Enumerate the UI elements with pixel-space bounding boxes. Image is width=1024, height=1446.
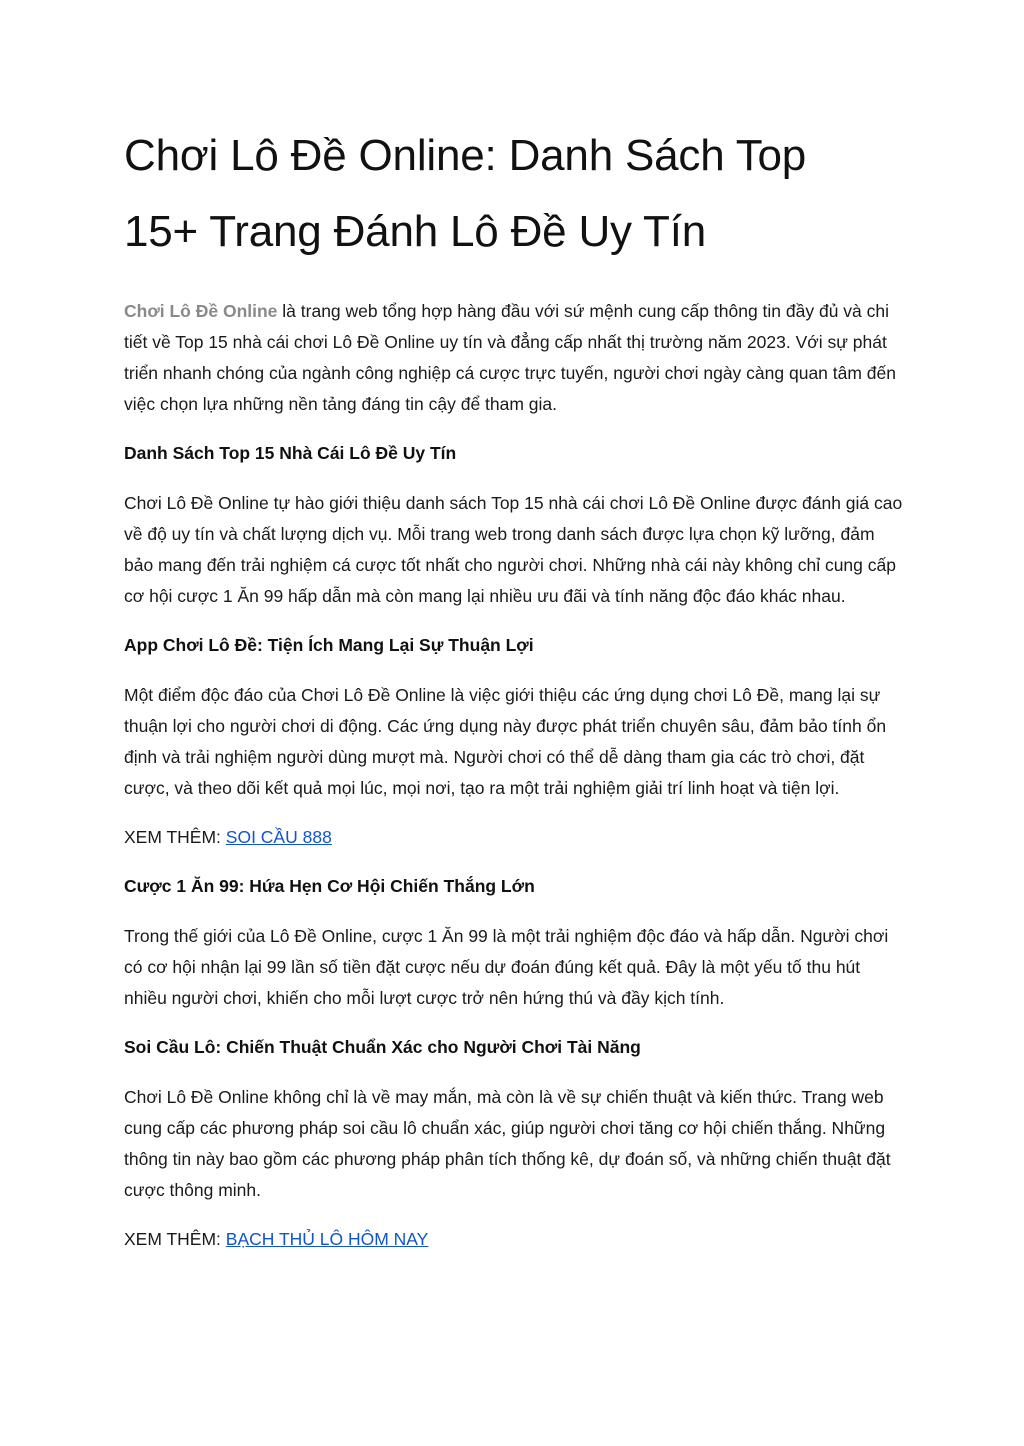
document-page	[124, 118, 904, 1255]
soi-cau-888-link[interactable]: SOI CẦU 888	[225, 827, 332, 847]
section-heading-app: App Chơi Lô Đề: Tiện Ích Mang Lại Sự Thuận Lợi	[124, 635, 534, 655]
section-heading-soi-cau-lo: Soi Cầu Lô: Chiến Thuật Chuẩn Xác cho Người Chơi Tài Năng	[124, 1037, 641, 1057]
page-title-line-2: 15+ Trang Đánh Lô Đề Uy Tín	[124, 207, 707, 256]
intro-body-text: là trang web tổng hợp hàng đầu với sứ mệnh cung cấp thông tin đầy đủ và chi tiết về Top 15 nhà cái chơi Lô Đề Online uy tín và đẳng cấp nhất thị trường năm 2023. Với sự phát triển nhanh chóng của ngành công nghiệp cá cược trực tuyến, người chơi ngày càng quan tâm đến việc chọn lựa những nền tảng đáng tin cậy để tham gia.	[124, 301, 897, 414]
section-paragraph-cuoc-1-an-99: Trong thế giới của Lô Đề Online, cược 1 Ăn 99 là một trải nghiệm độc đáo và hấp dẫn. Người chơi có cơ hội nhận lại 99 lần số tiền đặt cược nếu dự đoán đúng kết quả. Đây là một yếu tố thu hút nhiều người chơi, khiến cho mỗi lượt cược trở nên hứng thú và đầy kịch tính.	[124, 926, 889, 1008]
page-title-line-1: Chơi Lô Đề Online: Danh Sách Top	[124, 131, 807, 180]
section-paragraph-app: Một điểm độc đáo của Chơi Lô Đề Online là việc giới thiệu các ứng dụng chơi Lô Đề, mang lại sự thuận lợi cho người chơi di động. Các ứng dụng này được phát triển chuyên sâu, đảm bảo tính ổn định và trải nghiệm người dùng mượt mà. Người chơi có thể dễ dàng tham gia các trò chơi, đặt cược, và theo dõi kết quả mọi lúc, mọi nơi, tạo ra một trải nghiệm giải trí linh hoạt và tiện lợi.	[124, 685, 887, 798]
section-paragraph-top-15: Chơi Lô Đề Online tự hào giới thiệu danh sách Top 15 nhà cái chơi Lô Đề Online được đánh giá cao về độ uy tín và chất lượng dịch vụ. Mỗi trang web trong danh sách được lựa chọn kỹ lưỡng, đảm bảo mang đến trải nghiệm cá cược tốt nhất cho người chơi. Những nhà cái này không chỉ cung cấp cơ hội cược 1 Ăn 99 hấp dẫn mà còn mang lại nhiều ưu đãi và tính năng độc đáo khác nhau.	[124, 493, 903, 606]
intro-paragraph	[124, 296, 904, 420]
page-title	[124, 118, 904, 270]
see-more-line-1	[124, 822, 904, 853]
see-more-label-2: XEM THÊM:	[124, 1229, 226, 1249]
section-paragraph-soi-cau-lo: Chơi Lô Đề Online không chỉ là về may mắn, mà còn là về sự chiến thuật và kiến thức. Trang web cung cấp các phương pháp soi cầu lô chuẩn xác, giúp người chơi tăng cơ hội chiến thắng. Những thông tin này bao gồm các phương pháp phân tích thống kê, dự đoán số, và những chiến thuật đặt cược thông minh.	[124, 1087, 891, 1200]
see-more-line-2	[124, 1224, 904, 1255]
section-heading-cuoc-1-an-99: Cược 1 Ăn 99: Hứa Hẹn Cơ Hội Chiến Thắng Lớn	[124, 876, 535, 896]
section-heading-top-15: Danh Sách Top 15 Nhà Cái Lô Đề Uy Tín	[124, 443, 457, 463]
intro-lead-text: Chơi Lô Đề Online	[124, 301, 278, 321]
bach-thu-lo-hom-nay-link[interactable]: BẠCH THỦ LÔ HÔM NAY	[225, 1229, 429, 1249]
see-more-label-1: XEM THÊM:	[124, 827, 226, 847]
